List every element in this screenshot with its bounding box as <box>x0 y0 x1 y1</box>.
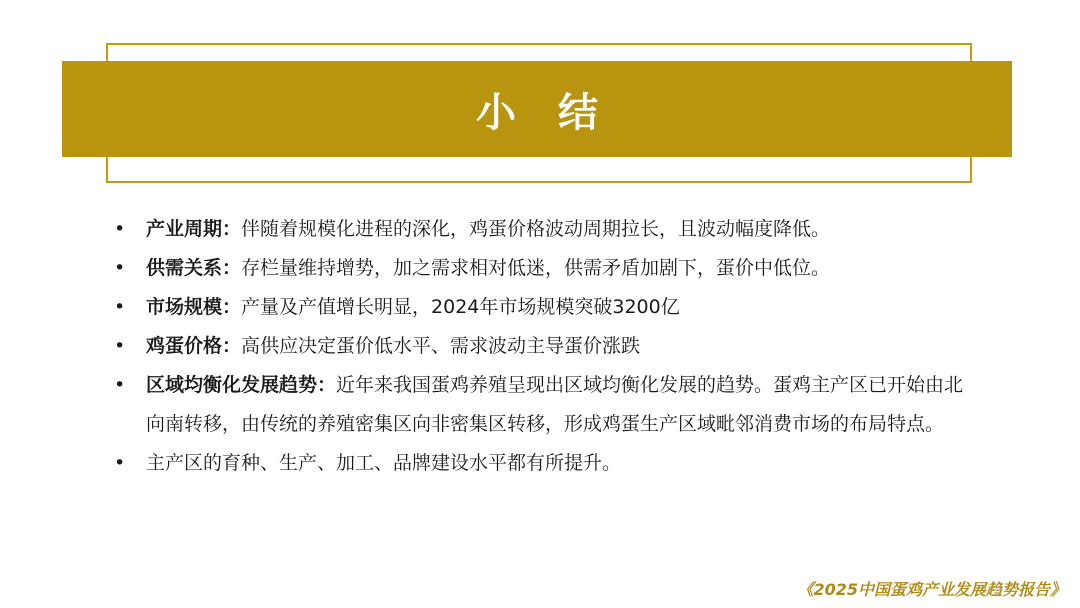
bullet-icon: • <box>114 296 126 318</box>
list-item-text: 高供应决定蛋价低水平、需求波动主导蛋价涨跌 <box>241 335 641 357</box>
list-item-market-size <box>110 288 970 327</box>
list-item-regional-balance <box>110 366 970 444</box>
list-item-text: 主产区的育种、生产、加工、品牌建设水平都有所提升。 <box>146 452 622 474</box>
bullet-icon: • <box>114 452 126 474</box>
list-item-label: 产业周期： <box>146 218 242 240</box>
bullet-icon: • <box>114 257 126 279</box>
bullet-icon: • <box>114 335 126 357</box>
page-title: 小 结 <box>476 89 612 136</box>
list-item-text: 产量及产值增长明显，2024年市场规模突破3200亿 <box>241 296 680 318</box>
list-item-label: 供需关系： <box>146 257 242 279</box>
list-item-supply-demand <box>110 249 970 288</box>
bullet-icon: • <box>114 218 126 240</box>
list-item-label: 市场规模： <box>146 296 242 318</box>
bullet-icon: • <box>114 374 126 396</box>
title-band <box>62 61 1012 157</box>
list-item-label: 区域均衡化发展趋势： <box>146 374 337 396</box>
list-item-text: 近年来我国蛋鸡养殖呈现出区域均衡化发展的趋势。蛋鸡主产区已开始由北向南转移，由传统的养殖密集区向非密集区转移，形成鸡蛋生产区域毗邻消费市场的布局特点。 <box>146 374 964 435</box>
list-item-main-production <box>110 444 970 483</box>
summary-list <box>110 210 970 483</box>
list-item-text: 存栏量维持增势，加之需求相对低迷，供需矛盾加剧下，蛋价中低位。 <box>241 257 831 279</box>
list-item-text: 伴随着规模化进程的深化，鸡蛋价格波动周期拉长，且波动幅度降低。 <box>241 218 831 240</box>
report-source-footer: 《2025中国蛋鸡产业发展趋势报告》 <box>797 580 1066 599</box>
list-item-industry-cycle <box>110 210 970 249</box>
list-item-egg-price <box>110 327 970 366</box>
list-item-label: 鸡蛋价格： <box>146 335 242 357</box>
